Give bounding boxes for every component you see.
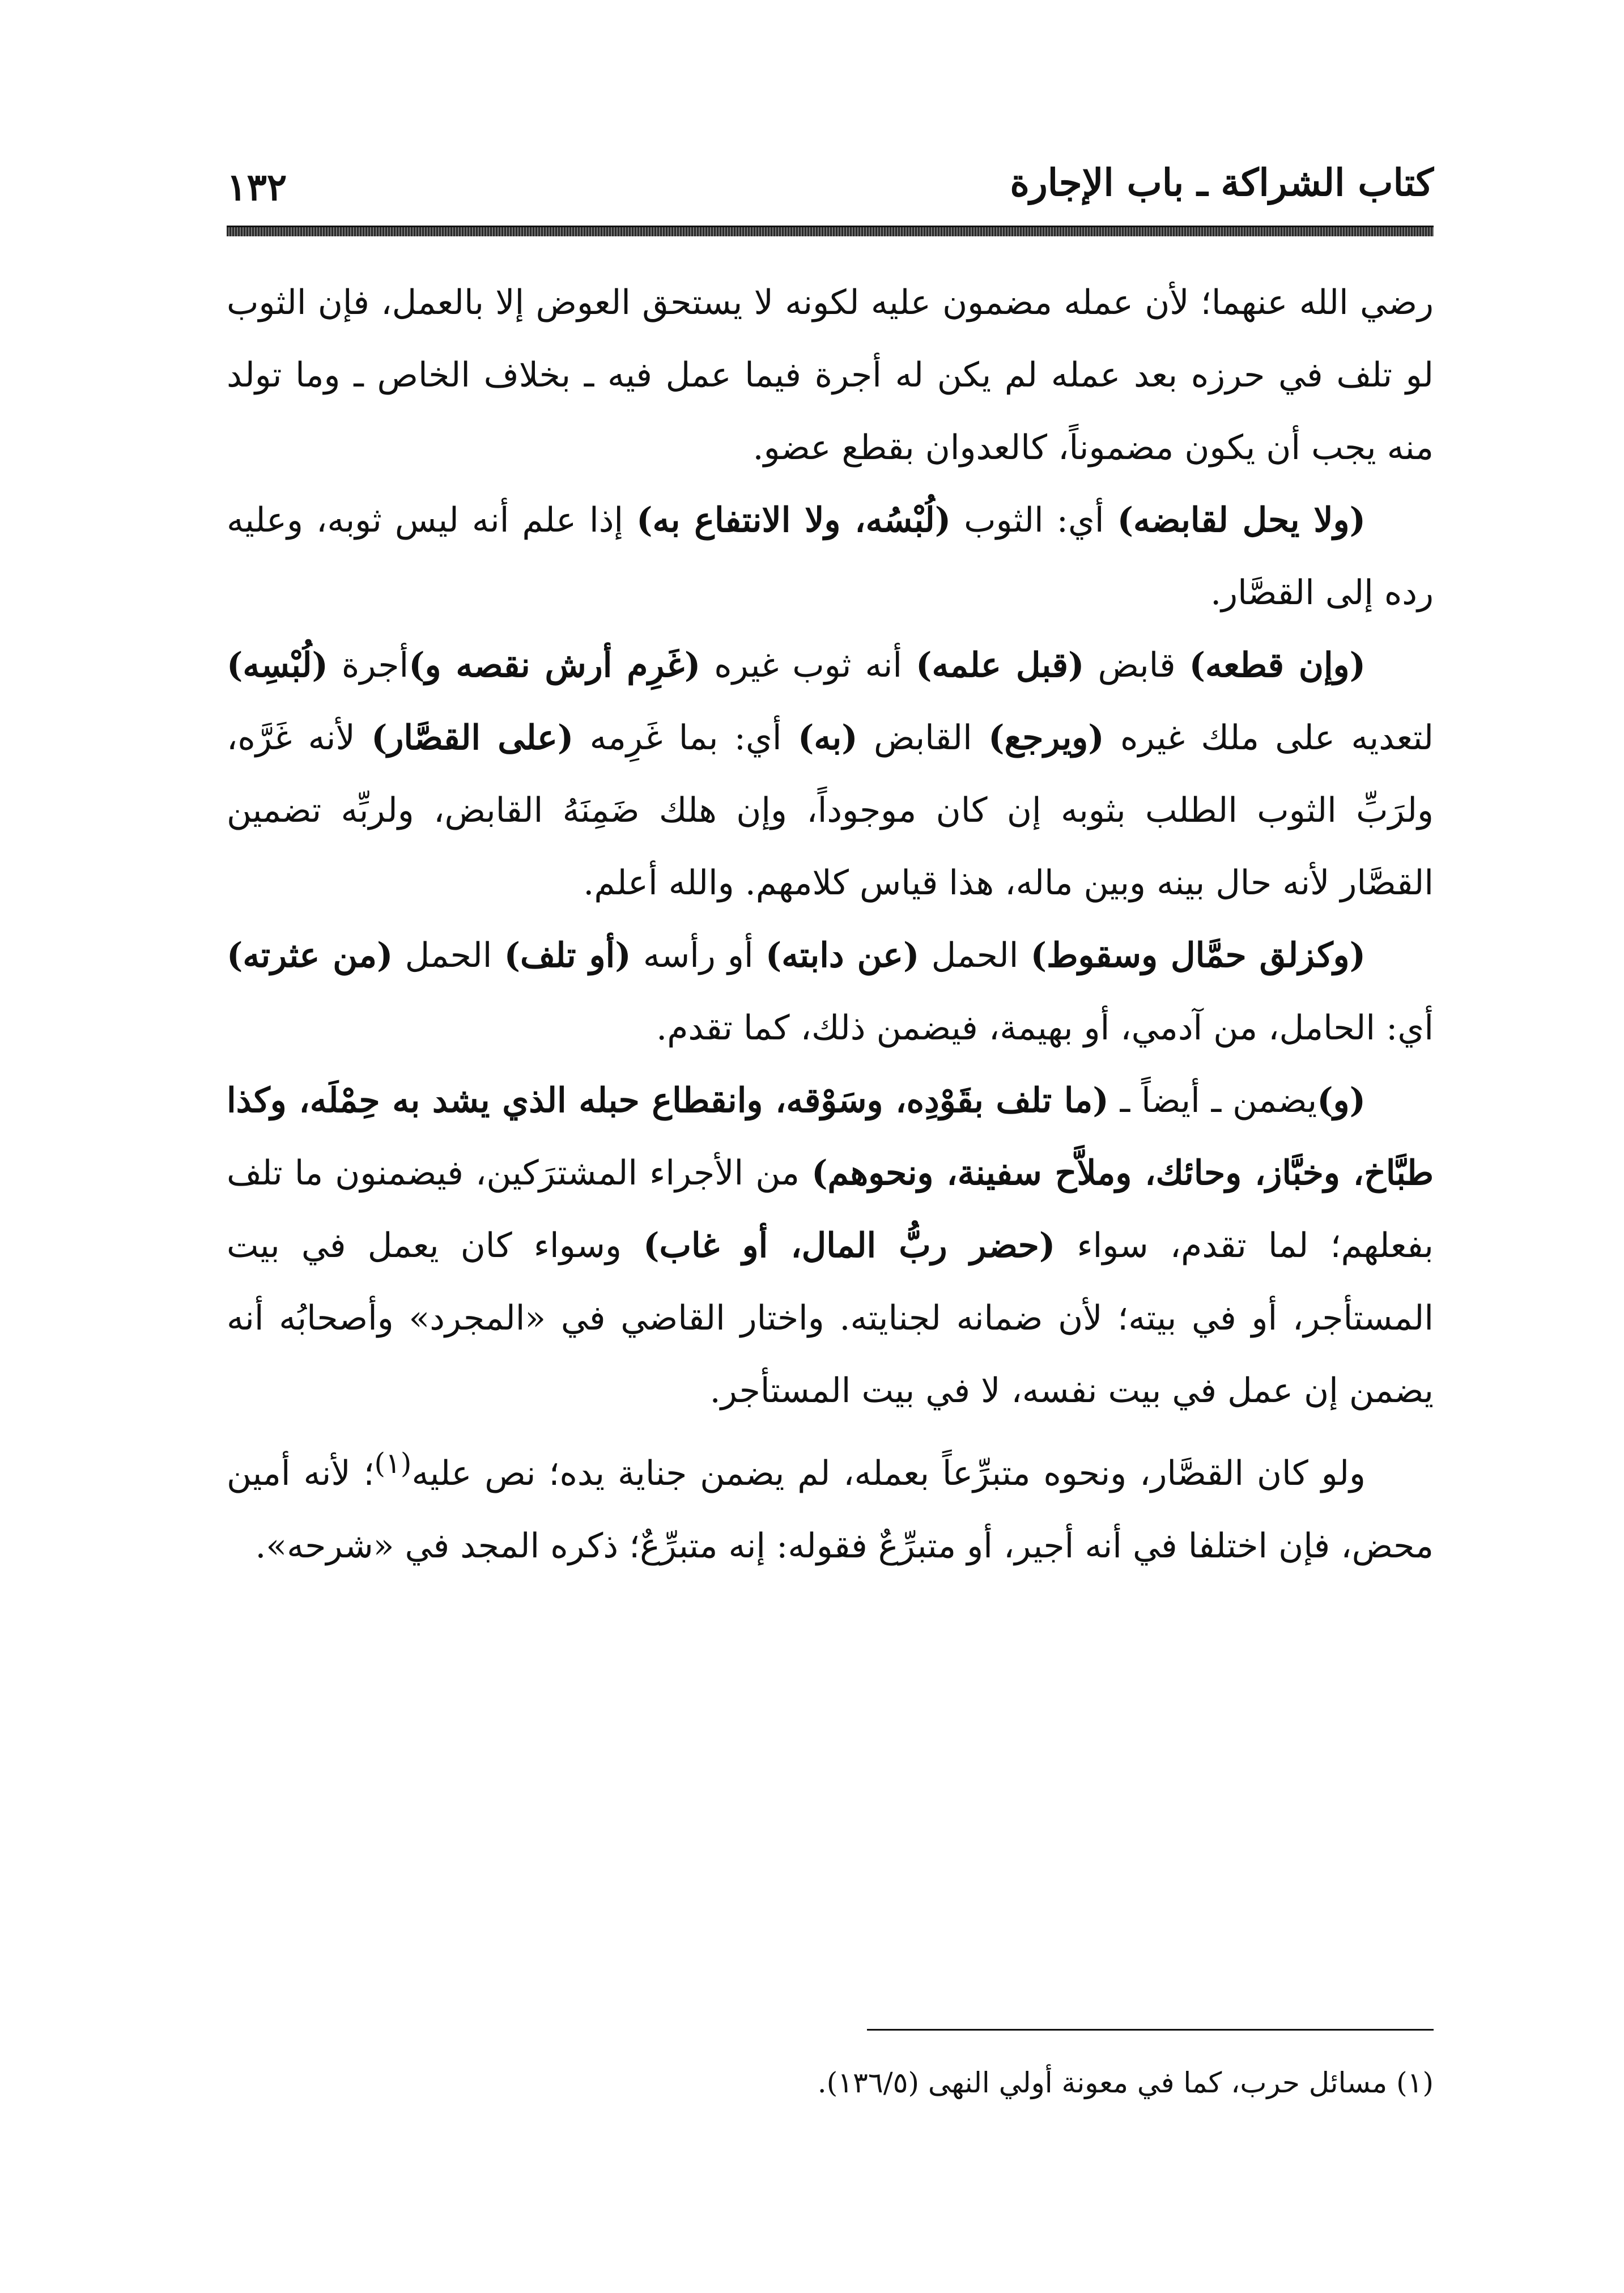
page-number: ١٣٢ [227,165,287,209]
commentary-text: الحمل [393,936,504,975]
matn-text: (حضر ربُّ المال، أو غاب) [643,1226,1056,1266]
commentary-text: أي: الحامل، من آدمي، أو بهيمة، فيضمن ذلك، كما تقدم. [656,1008,1434,1048]
matn-text: (وكزلق حمَّال وسقوط) [1030,936,1366,975]
paragraph [227,484,1434,629]
commentary-text: لأنه غَرَّه، ولرَبِّ الثوب الطلب بثوبه إن كان موجوداً، وإن هلك ضَمِنَهُ القابض، ولربِّه تضمين القصَّار لأنه حال بينه وبين ماله، هذا قياس كلامهم. والله أعلم. [227,718,1434,903]
main-text [227,266,1434,1582]
page-header [227,154,1434,222]
commentary-text: يضمن ـ أيضاً ـ [1108,1081,1317,1120]
commentary-text: أو رأسه [631,936,766,975]
matn-text: (غَرِم أرش نقصه و) [409,646,701,685]
commentary-text: القابض [857,718,989,758]
matn-text: (و) [1317,1081,1366,1120]
footnote-marker: (١) [374,1447,412,1480]
commentary-text: الحمل [919,936,1031,975]
header-rule [227,226,1434,236]
commentary-text: ولو كان القصَّار، ونحوه متبرِّعاً بعمله، لم يضمن جناية يده؛ نص عليه [411,1454,1366,1493]
matn-text: (ولا يحل لقابضه) [1117,500,1366,540]
matn-text: (لُبْسُه، ولا الانتفاع به) [636,500,951,540]
paragraph [227,629,1434,919]
footnote-rule [867,2029,1434,2031]
matn-text: (لُبْسِه) [227,646,328,685]
commentary-text: قابض [1084,646,1189,685]
commentary-text: أي: بما غَرِمه [573,718,798,758]
matn-text: (به) [797,718,858,758]
commentary-text: أنه ثوب غيره [700,646,916,685]
matn-text: (على القصَّار) [371,718,574,758]
running-title: كتاب الشراكة ـ باب الإجارة [1010,160,1434,205]
matn-text: (عن دابته) [765,936,920,975]
commentary-text: رضي الله عنهما؛ لأن عمله مضمون عليه لكونه لا يستحق العوض إلا بالعمل، فإن الثوب لو تلف في حرزه بعد عمله لم يكن له أجرة فيما عمل فيه ـ بخلاف الخاص ـ وما تولد منه يجب أن يكون مضموناً، كالعدوان بقطع عضو. [227,283,1434,468]
commentary-text: من الأجراء المشترَكين، فيضمنون ما تلف بفعلهم؛ لما تقدم، سواء [227,1153,1434,1266]
paragraph [227,1427,1434,1582]
matn-text: (ما تلف بقَوْدِه، وسَوْقه، وانقطاع حبله الذي يشد به حِمْلَه، وكذا طبَّاخ، وخبَّاز، وحائك، وملاَّح سفينة، ونحوهم) [227,1081,1434,1193]
paragraph [227,1064,1434,1427]
footnote: (١) مسائل حرب، كما في معونة أولي النهى (١٣٦/٥). [817,2066,1434,2099]
commentary-text: وسواء كان يعمل في بيت المستأجر، أو في بيته؛ لأن ضمانه لجنايته. واختار القاضي في «المجرد» وأصحابُه أنه يضمن إن عمل في بيت نفسه، لا في بيت المستأجر. [227,1226,1434,1411]
matn-text: (من عثرته) [227,936,393,975]
commentary-text: أي: الثوب [951,500,1117,540]
commentary-text: أجرة [328,646,409,685]
book-page [227,0,1434,2293]
paragraph [227,919,1434,1064]
commentary-text: ؛ لأنه أمين محض، فإن اختلفا في أنه أجير، أو متبرِّعٌ فقوله: إنه متبرِّعٌ؛ ذكره المجد في «شرحه». [227,1454,1434,1566]
matn-text: (ويرجع) [988,718,1104,758]
paragraph [227,266,1434,484]
commentary-text: إذا علم أنه ليس ثوبه، وعليه رده إلى القصَّار. [227,500,1434,613]
matn-text: (وإن قطعه) [1189,646,1366,685]
commentary-text: لتعديه على ملك غيره [1104,718,1434,758]
matn-text: (أو تلف) [504,936,631,975]
matn-text: (قبل علمه) [916,646,1085,685]
